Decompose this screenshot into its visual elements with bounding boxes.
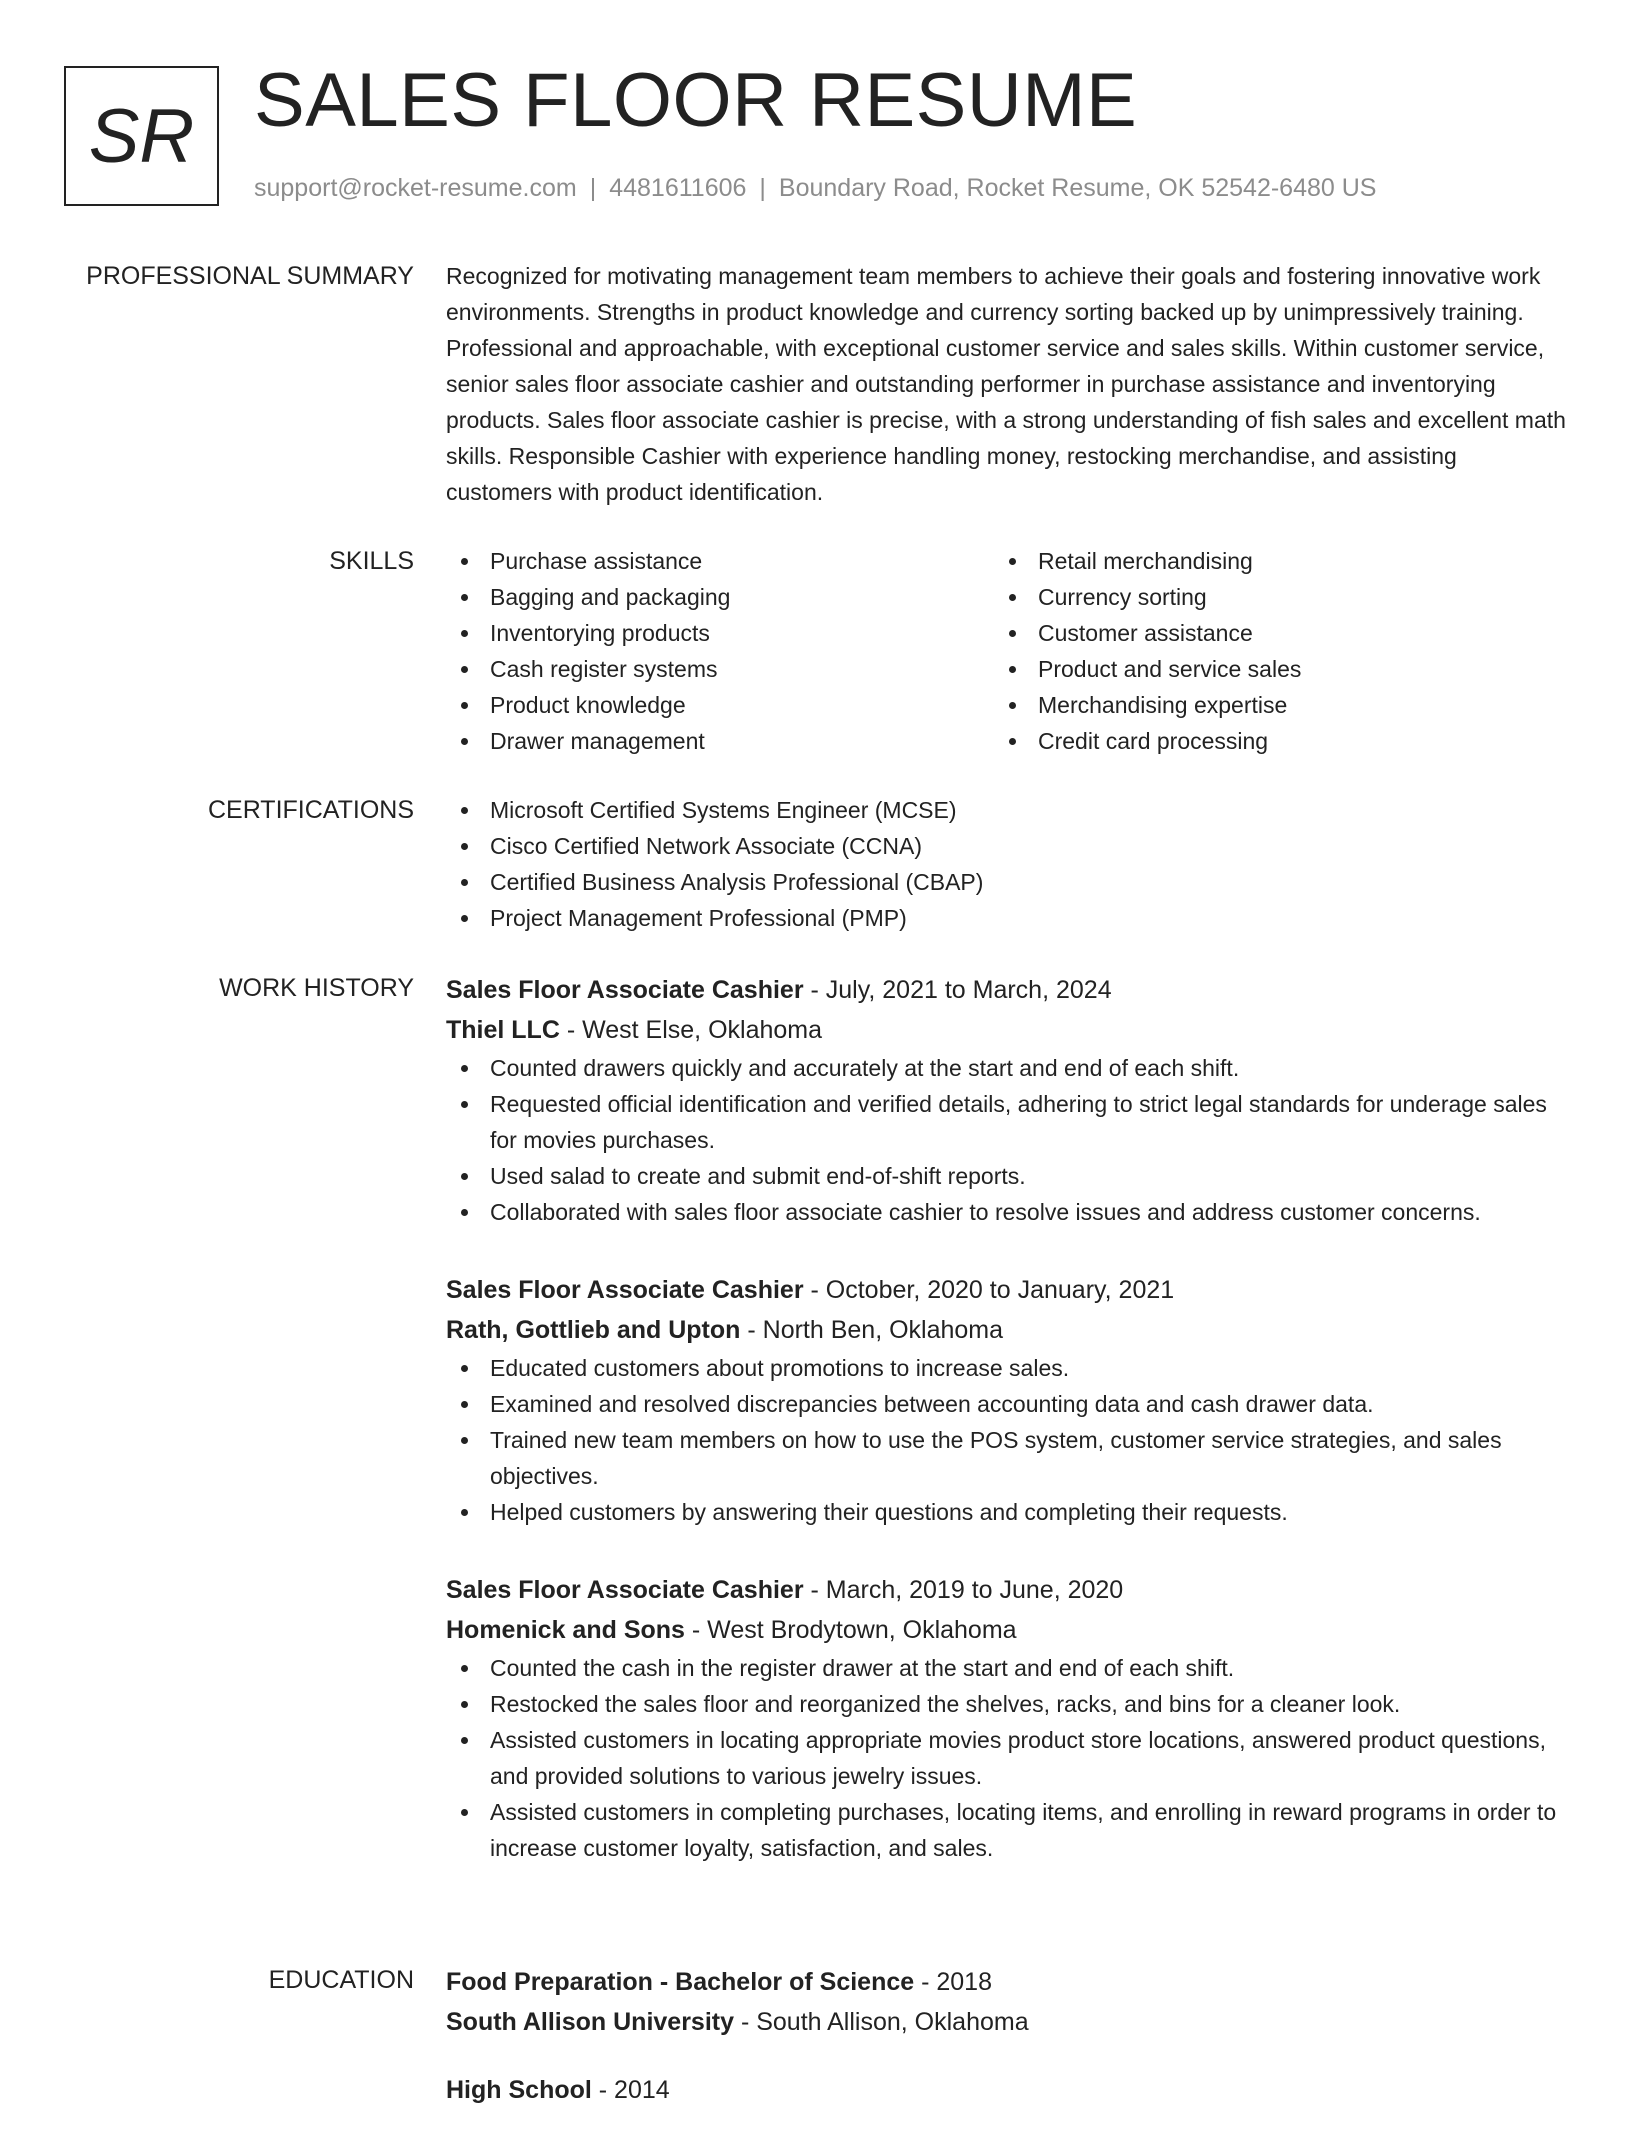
job-bullet: Assisted customers in locating appropriate movies product store locations, answered product questions, and provided solutions to various jewelry issues. xyxy=(446,1722,1566,1794)
job-title-line xyxy=(446,1270,1566,1310)
job-bullet: Requested official identification and verified details, adhering to strict legal standards for underage sales for movies purchases. xyxy=(446,1086,1566,1158)
education-school: South Allison University xyxy=(446,2008,735,2036)
job-company-line xyxy=(446,1310,1566,1350)
job-bullet: Examined and resolved discrepancies between accounting data and cash drawer data. xyxy=(446,1386,1566,1422)
job-bullet: Assisted customers in completing purchases, locating items, and enrolling in reward programs in order to increase customer loyalty, satisfaction, and sales. xyxy=(446,1794,1566,1866)
job-location: - West Else, Oklahoma xyxy=(559,1016,823,1044)
certification-item: Certified Business Analysis Professional (CBAP) xyxy=(446,864,1566,900)
skill-item: Inventorying products xyxy=(446,615,994,651)
job-bullets xyxy=(446,1650,1566,1866)
skill-item: Product and service sales xyxy=(994,651,1542,687)
section-label-skills: SKILLS xyxy=(329,547,414,575)
education-degree: High School xyxy=(446,2076,592,2104)
contact-address: Boundary Road, Rocket Resume, OK 52542-6480 US xyxy=(778,174,1377,202)
job-bullet: Trained new team members on how to use the POS system, customer service strategies, and sales objectives. xyxy=(446,1422,1566,1494)
job-title-line xyxy=(446,1570,1566,1610)
section-label-education: EDUCATION xyxy=(268,1966,414,1994)
contact-separator: | xyxy=(589,174,597,202)
job-company-line xyxy=(446,1610,1566,1650)
job-company: Thiel LLC xyxy=(446,1016,560,1044)
job-bullet: Used salad to create and submit end-of-shift reports. xyxy=(446,1158,1566,1194)
job-title: Sales Floor Associate Cashier xyxy=(446,976,804,1004)
job-title-line xyxy=(446,970,1566,1010)
certification-item: Cisco Certified Network Associate (CCNA) xyxy=(446,828,1566,864)
section-label-summary: PROFESSIONAL SUMMARY xyxy=(86,262,414,290)
job-bullets xyxy=(446,1050,1566,1230)
job-dates: - July, 2021 to March, 2024 xyxy=(803,976,1112,1004)
job-bullet: Counted the cash in the register drawer at the start and end of each shift. xyxy=(446,1650,1566,1686)
skill-item: Purchase assistance xyxy=(446,543,994,579)
job-company: Homenick and Sons xyxy=(446,1616,685,1644)
education-entry xyxy=(446,2070,1566,2110)
skill-item: Bagging and packaging xyxy=(446,579,994,615)
education-year: - 2018 xyxy=(914,1968,992,1996)
job-bullet: Collaborated with sales floor associate cashier to resolve issues and address customer concerns. xyxy=(446,1194,1566,1230)
job-dates: - March, 2019 to June, 2020 xyxy=(803,1576,1124,1604)
skills-left-list xyxy=(446,543,994,759)
resume-title: SALES FLOOR RESUME xyxy=(254,58,1138,143)
skill-item: Cash register systems xyxy=(446,651,994,687)
job-entry xyxy=(446,1570,1566,1866)
contact-email: support@rocket-resume.com xyxy=(254,174,577,202)
education-location: - South Allison, Oklahoma xyxy=(734,2008,1029,2036)
job-location: - North Ben, Oklahoma xyxy=(740,1316,1004,1344)
contact-phone: 4481611606 xyxy=(609,174,747,202)
job-bullet: Counted drawers quickly and accurately at the start and end of each shift. xyxy=(446,1050,1566,1086)
contact-separator: | xyxy=(759,174,766,202)
job-bullet: Restocked the sales floor and reorganized the shelves, racks, and bins for a cleaner look. xyxy=(446,1686,1566,1722)
skill-item: Customer assistance xyxy=(994,615,1542,651)
job-company-line xyxy=(446,1010,1566,1050)
job-bullets xyxy=(446,1350,1566,1530)
certification-item: Microsoft Certified Systems Engineer (MCSE) xyxy=(446,792,1566,828)
summary-text: Recognized for motivating management team members to achieve their goals and fostering innovative work environments. Strengths in product knowledge and currency sorting backed up by unimpressively training. Professional and approachable, with exceptional customer service and sales skills. Within customer service, senior sales floor associate cashier and outstanding performer in purchase assistance and inventorying products. Sales floor associate cashier is precise, with a strong understanding of fish sales and excellent math skills. Responsible Cashier with experience handling money, restocking merchandise, and assisting customers with product identification. xyxy=(446,263,1566,505)
skill-item: Merchandising expertise xyxy=(994,687,1542,723)
monogram-badge: SR xyxy=(64,66,219,206)
education-degree: Food Preparation - Bachelor of Science xyxy=(446,1968,915,1996)
job-title: Sales Floor Associate Cashier xyxy=(446,1576,804,1604)
education-degree-line xyxy=(446,1962,1566,2002)
education-year: - 2014 xyxy=(591,2076,670,2104)
job-company: Rath, Gottlieb and Upton xyxy=(446,1316,741,1344)
job-entry xyxy=(446,1270,1566,1530)
job-title: Sales Floor Associate Cashier xyxy=(446,1276,804,1304)
job-location: - West Brodytown, Oklahoma xyxy=(684,1616,1017,1644)
job-dates: - October, 2020 to January, 2021 xyxy=(803,1276,1175,1304)
skill-item: Product knowledge xyxy=(446,687,994,723)
skills-right-list xyxy=(994,543,1542,759)
certifications-list xyxy=(446,792,1566,936)
skill-item: Drawer management xyxy=(446,723,994,759)
section-label-certifications: CERTIFICATIONS xyxy=(207,796,414,824)
contact-line xyxy=(254,174,1376,203)
education-school-line xyxy=(446,2002,1566,2042)
education-entry xyxy=(446,1962,1566,2042)
skill-item: Retail merchandising xyxy=(994,543,1542,579)
job-bullet: Helped customers by answering their questions and completing their requests. xyxy=(446,1494,1566,1530)
certification-item: Project Management Professional (PMP) xyxy=(446,900,1566,936)
skill-item: Credit card processing xyxy=(994,723,1542,759)
job-bullet: Educated customers about promotions to increase sales. xyxy=(446,1350,1566,1386)
job-entry xyxy=(446,970,1566,1230)
skill-item: Currency sorting xyxy=(994,579,1542,615)
education-degree-line xyxy=(446,2070,1566,2110)
section-label-work-history: WORK HISTORY xyxy=(219,974,414,1002)
